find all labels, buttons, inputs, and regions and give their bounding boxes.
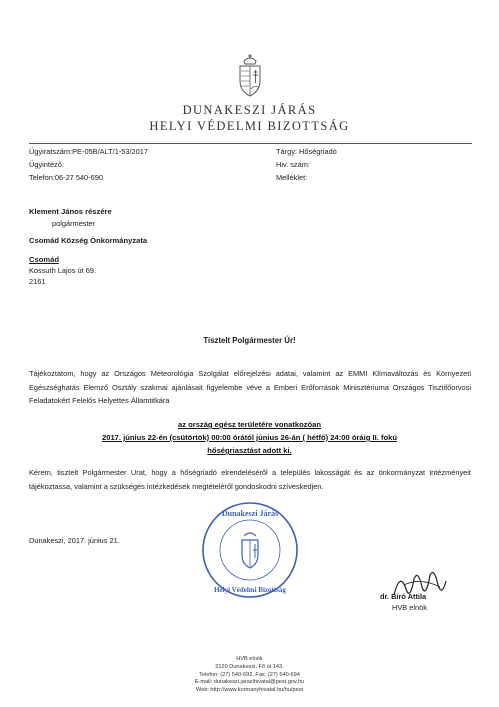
body-highlight-3: hőségriasztást adott ki. xyxy=(207,446,292,455)
attachment: Melléklet: xyxy=(276,173,308,182)
signer-name: dr. Bíró Attila xyxy=(380,592,427,601)
recipient-city: Csomád xyxy=(29,255,59,264)
footer-line-4: E-mail: dunakeszi.jarasihivatal@pest.gov.hu xyxy=(194,679,305,686)
recipient-street: Kossuth Lajos út 69. xyxy=(29,266,96,275)
phone: Telefon:06-27 540-690 xyxy=(29,173,103,182)
svg-text:Helyi Védelmi Bizottság: Helyi Védelmi Bizottság xyxy=(214,586,286,594)
body-highlight-1: az ország egész területére vonatkozóan xyxy=(177,420,322,429)
org-name-line2: HELYI VÉDELMI BIZOTTSÁG xyxy=(149,119,350,133)
recipient-title: polgármester xyxy=(52,219,96,228)
date-place: Dunakeszi, 2017. június 21. xyxy=(29,536,120,545)
body-highlight-2: 2017. június 22-én (csütörtök) 00:00 órától június 26-án ( hétfő) 24:00 óráig II. fokú xyxy=(102,433,397,442)
body-paragraph-1: Tájékoztatom, hogy az Országos Meteorológia Szolgálat előrejelzési adatai, valamint az EMMI Klímaváltozás és Környezeti Egészséghatás Elemző Osztály szakmai ajánlásait figyelembe véve a Emberi Erőforrások Minisztériuma Országos Tisztifőorvosi Feladatokért Felelős Helyettes Államtitkára xyxy=(29,369,471,406)
case-number: Ügyiratszám:PE-05B/ALT/1-53/2017 xyxy=(29,147,148,156)
org-name-line1: DUNAKESZI JÁRÁS xyxy=(182,103,317,117)
recipient-name: Klement János részére xyxy=(29,207,112,216)
footer-line-3: Telefon: (27) 540-692, Fax: (27) 540-694 xyxy=(199,671,300,678)
reference-number: Hiv. szám: xyxy=(276,160,310,169)
official-stamp-icon xyxy=(200,500,300,600)
header-divider xyxy=(29,143,472,144)
case-officer: Ügyintéző: xyxy=(29,160,64,169)
footer-line-5: Web: http://www.kormanyhivatal.hu/hu/pest xyxy=(195,687,304,694)
recipient-zip: 2161 xyxy=(29,277,46,286)
salutation: Tisztelt Polgármester Úr! xyxy=(203,336,296,345)
footer-line-1: HVB elnök xyxy=(236,656,263,662)
recipient-org: Csomád Község Önkormányzata xyxy=(29,236,148,245)
signer-role: HVB elnök xyxy=(392,603,427,612)
svg-text:Dunakeszi Járás: Dunakeszi Járás xyxy=(221,509,279,518)
body-paragraph-2: Kérem, tisztelt Polgármester Urat, hogy a hőségriadó elrendeléséről a település lakosságát és az önkormányzat intézményeit tájékoztassa, valamint a szükséges intézkedések megtételéről gondoskodni szíveskedjen. xyxy=(29,468,471,491)
subject: Tárgy: Hőségriadó xyxy=(276,147,337,156)
footer-contact xyxy=(0,656,499,695)
coat-of-arms-icon xyxy=(234,53,266,99)
footer-line-2: 2120 Dunakeszi, Fő út 143. xyxy=(215,663,284,670)
